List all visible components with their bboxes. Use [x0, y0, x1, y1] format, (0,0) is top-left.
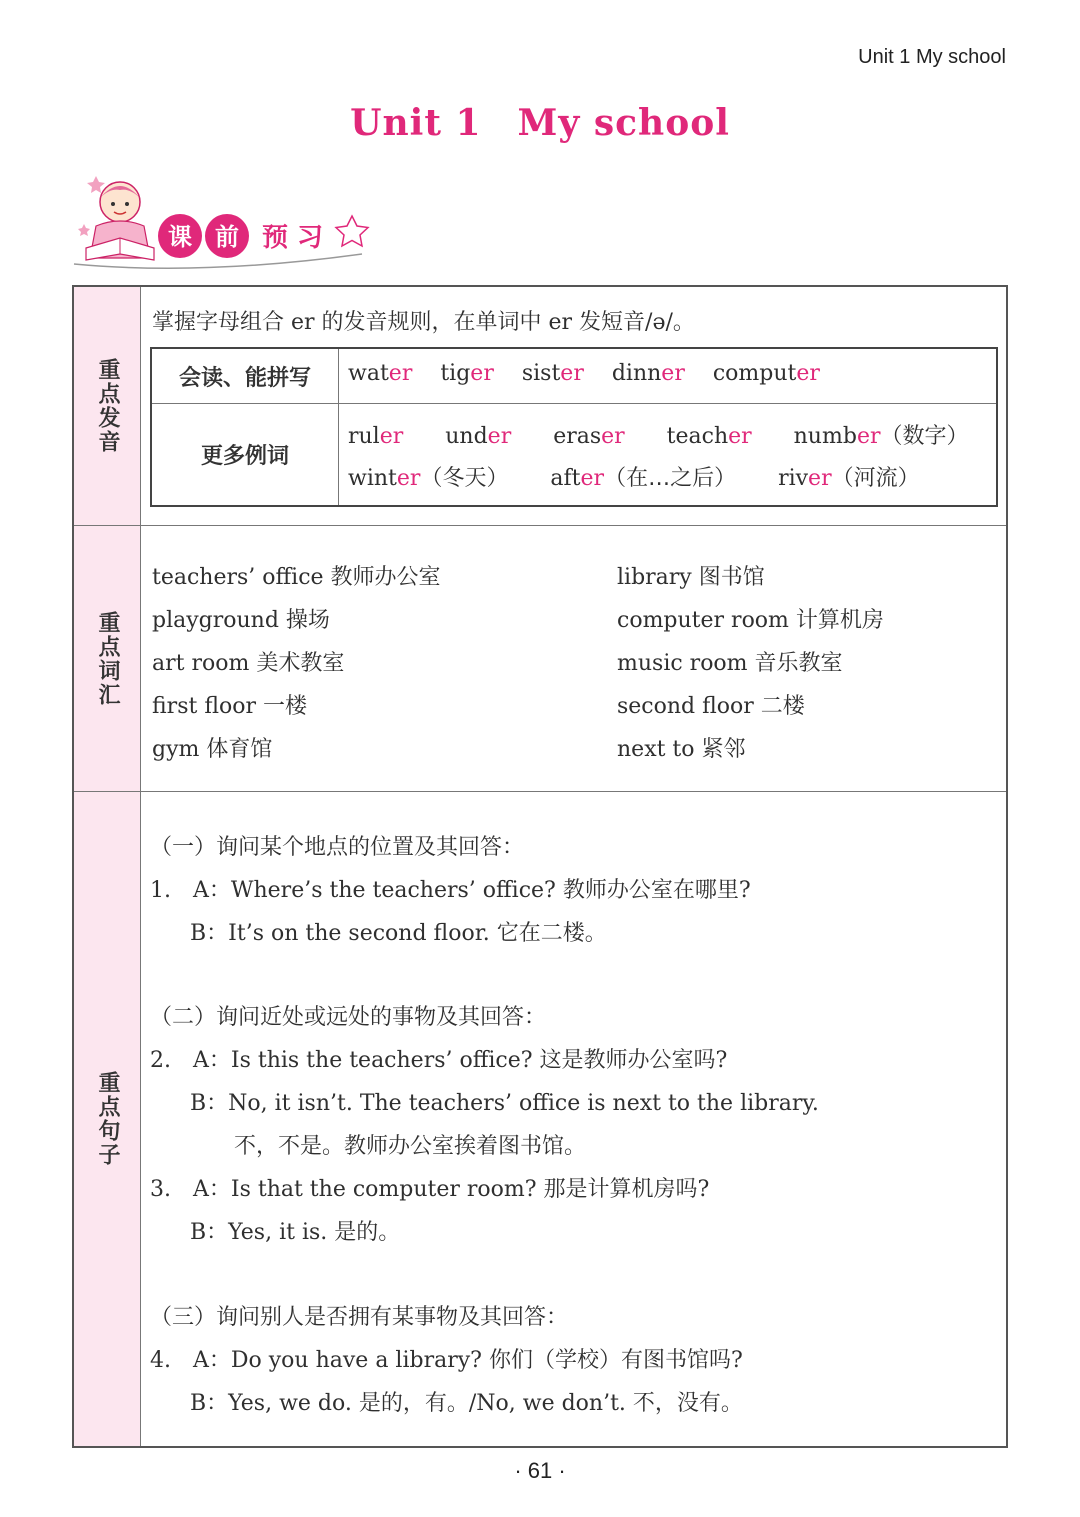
banner-char-1: 课 [168, 223, 192, 251]
sentence-group-heading: （二）询问近处或远处的事物及其回答： [150, 1005, 547, 1030]
more-words-label: 更多例词 [152, 403, 339, 505]
unit-name: My school [517, 102, 730, 144]
page-title [0, 102, 1080, 144]
more-words-line-1: ruler under eraser teacher number（数字） [348, 424, 969, 449]
vocab-item: teachers’ office 教师办公室 [152, 565, 441, 590]
star-icon [336, 216, 368, 246]
word: computer [712, 361, 820, 386]
preview-banner [72, 164, 372, 274]
word: water [348, 361, 413, 386]
vocab-item: next to 紧邻 [617, 737, 746, 762]
unit-number: Unit 1 [350, 102, 482, 144]
pronunciation-rule: 掌握字母组合 er 的发音规则，在单词中 er 发短音/ə/。 [152, 310, 695, 335]
section-label: 重点句子 [74, 792, 141, 1446]
sentence-group-heading: （一）询问某个地点的位置及其回答： [150, 835, 525, 860]
vocab-item: computer room 计算机房 [617, 608, 884, 633]
read-spell-label: 会读、能拼写 [152, 349, 339, 403]
page-number: · 61 · [514, 1458, 566, 1483]
pronunciation-section [74, 287, 1006, 526]
sentences-section [74, 792, 1006, 1446]
sentence-line: B：Yes, it is. 是的。 [190, 1220, 401, 1245]
vocab-item: playground 操场 [152, 608, 330, 633]
sentence-line: B：Yes, we do. 是的，有。/No, we don’t. 不，没有。 [190, 1391, 743, 1416]
section-label: 重点发音 [74, 287, 141, 525]
vocab-item: music room 音乐教室 [617, 651, 843, 676]
vocab-item: gym 体育馆 [152, 737, 273, 762]
banner-char-2: 前 [215, 223, 239, 251]
banner-char-4: 习 [296, 223, 324, 253]
vocab-item: library 图书馆 [617, 565, 765, 590]
sentence-line: 2. A：Is this the teachers’ office? 这是教师办公室吗? [150, 1048, 728, 1073]
vocab-item: first floor 一楼 [152, 694, 307, 719]
vocab-item: second floor 二楼 [617, 694, 805, 719]
sentence-line: B：No, it isn’t. The teachers’ office is next to the library. [190, 1091, 819, 1116]
section-label: 重点词汇 [74, 526, 141, 791]
banner-char-3: 预 [261, 223, 289, 253]
word: dinner [611, 361, 685, 386]
sentence-line: 3. A：Is that the computer room? 那是计算机房吗? [150, 1177, 710, 1202]
sentence-group-heading: （三）询问别人是否拥有某事物及其回答： [150, 1305, 569, 1330]
word: tiger [440, 361, 494, 386]
sentence-line: B：It’s on the second floor. 它在二楼。 [190, 921, 607, 946]
more-words-line-2: winter（冬天） after（在…之后） river（河流） [348, 466, 920, 491]
summary-table [72, 285, 1008, 1448]
sentence-line: 不，不是。教师办公室挨着图书馆。 [234, 1134, 587, 1159]
read-spell-words [348, 361, 820, 386]
word: sister [521, 361, 584, 386]
sentence-line: 4. A：Do you have a library? 你们（学校）有图书馆吗? [150, 1348, 743, 1373]
running-header: Unit 1 My school [858, 46, 1006, 68]
vocab-item: art room 美术教室 [152, 651, 345, 676]
example-words-table [150, 347, 998, 507]
vocabulary-section [74, 526, 1006, 792]
sentence-line: 1. A：Where’s the teachers’ office? 教师办公室在哪里? [150, 878, 751, 903]
